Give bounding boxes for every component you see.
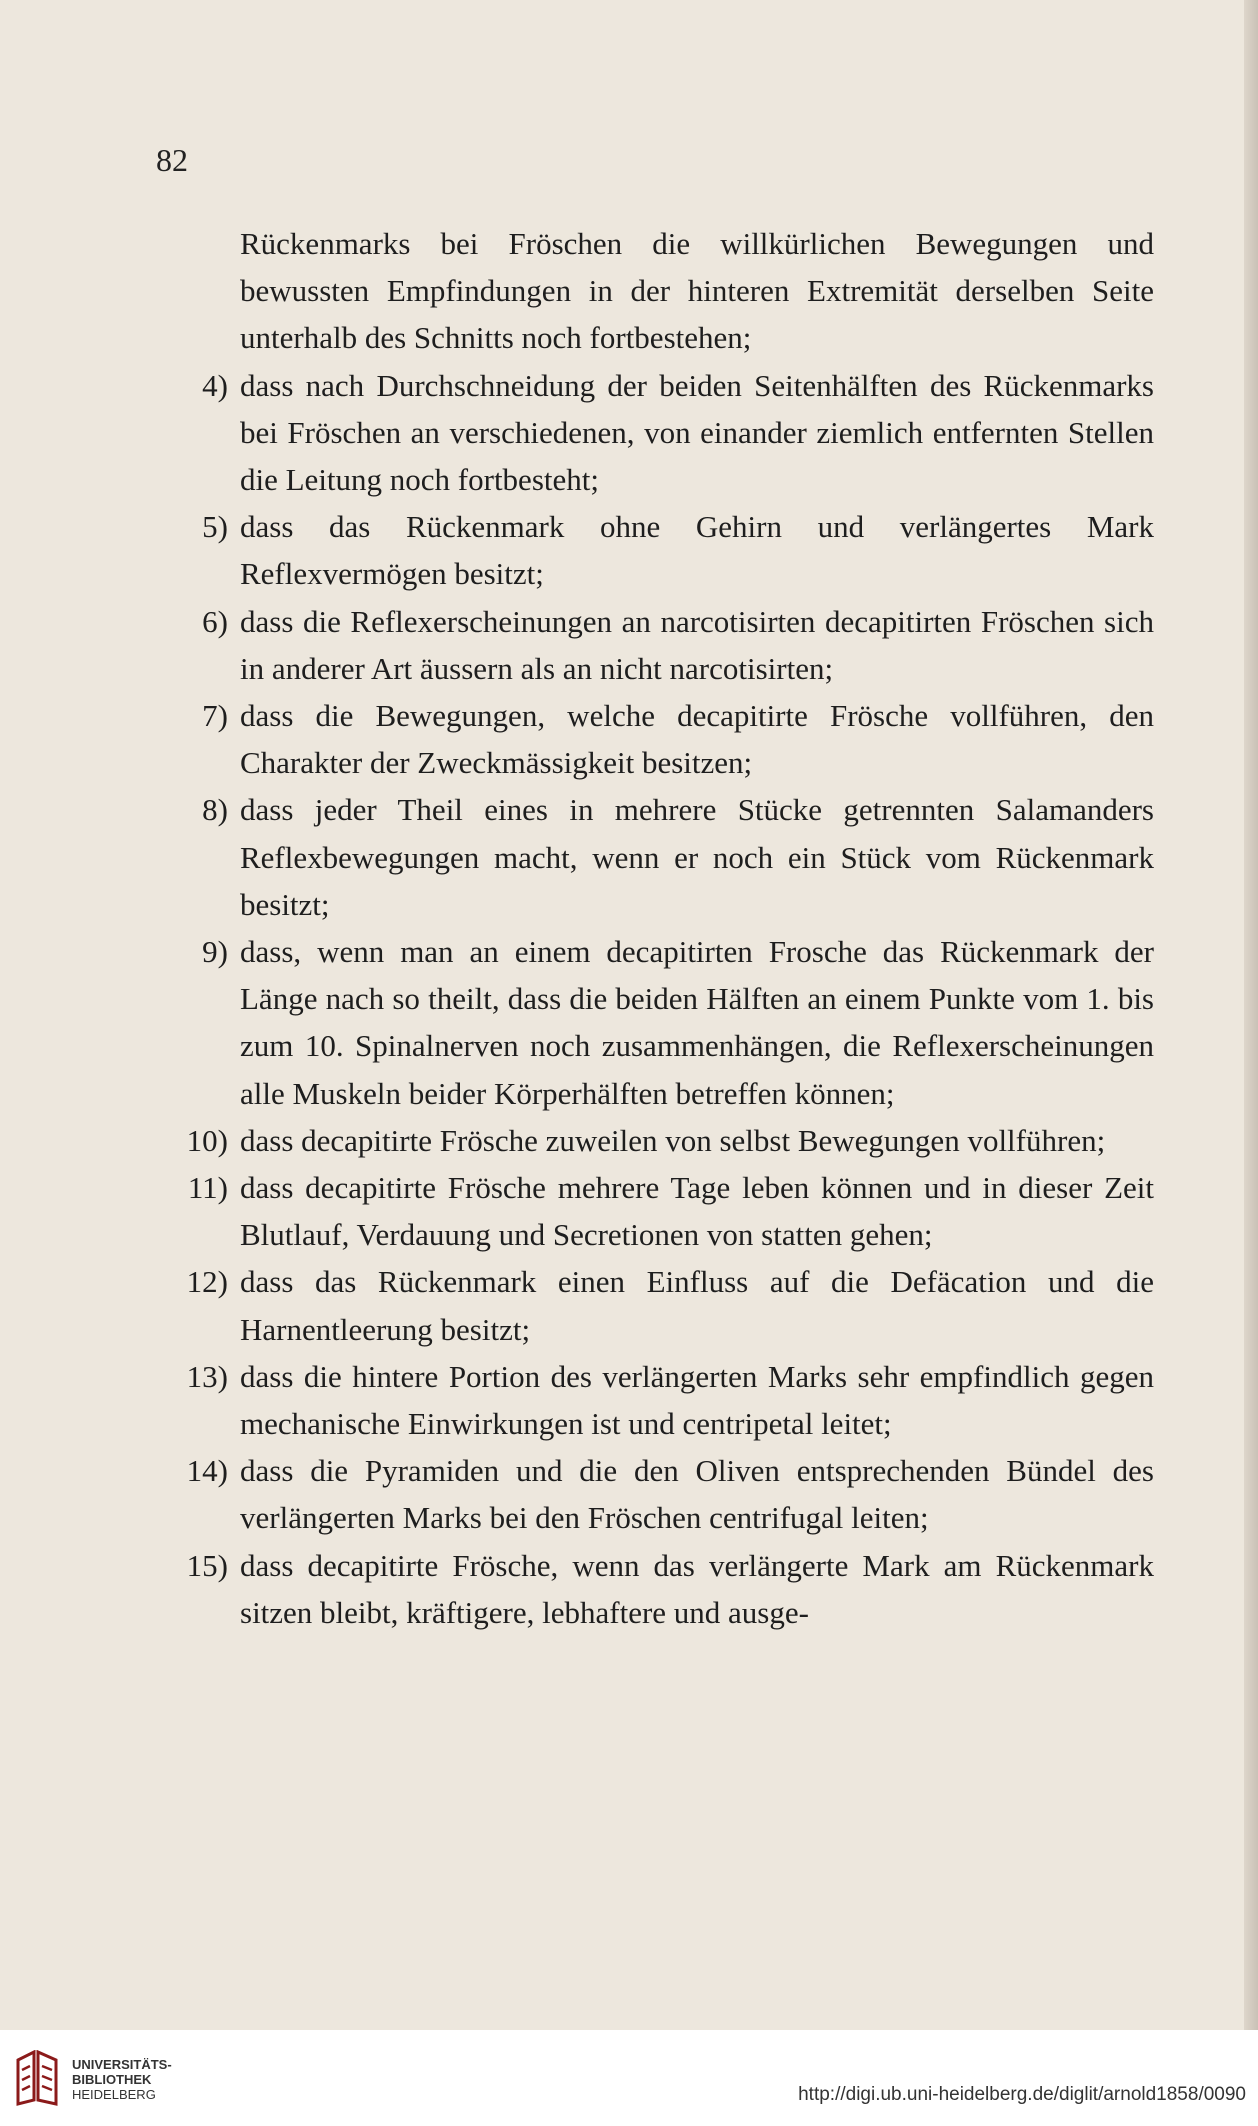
university-library-logo-icon (12, 2050, 62, 2106)
item-text: dass die hintere Portion des verlängerten Marks sehr empfindlich gegen mechanische Einwirkungen ist und centripetal leitet; (240, 1358, 1154, 1442)
item-text: dass decapitirte Frösche, wenn das verlängerte Mark am Rückenmark sitzen bleibt, kräftigere, lebhaftere und ausge- (240, 1547, 1154, 1630)
item-text: dass das Rückenmark einen Einfluss auf die Defäcation und die Harnentleerung besitzt; (240, 1264, 1154, 1347)
library-name-line1: UNIVERSITÄTS- (72, 2057, 172, 2072)
item-text: dass die Reflexerscheinungen an narcotisirten decapitirten Fröschen sich in anderer Art äussern als an nicht narcotisirten; (240, 603, 1154, 686)
item-text: dass decapitirte Frösche zuweilen von selbst Bewegungen vollführen; (240, 1122, 1106, 1158)
intro-paragraph (168, 220, 1168, 362)
list-item (168, 1542, 1168, 1636)
item-text: dass das Rückenmark ohne Gehirn und verlängertes Mark Reflexvermögen besitzt; (240, 509, 1154, 592)
item-number-empty (168, 220, 240, 362)
library-name-line3: HEIDELBERG (72, 2087, 156, 2102)
item-text: dass, wenn man an einem decapitirten Frosche das Rückenmark der Länge nach so theilt, dass die beiden Hälften an einem Punkte vom 1. bis zum 10. Spinalnerven noch zusammenhängen, die Reflexerscheinungen alle Muskeln beider Körperhälften betreffen können; (240, 934, 1154, 1111)
source-url[interactable]: http://digi.ub.uni-heidelberg.de/diglit/arnold1858/0090 (798, 2084, 1246, 2105)
item-text: dass die Bewegungen, welche decapitirte Frösche vollführen, den Charakter der Zweckmässigkeit besitzen; (240, 698, 1154, 781)
text-block (168, 220, 1168, 1636)
item-number: 12) (186, 1264, 228, 1300)
item-number: 10) (186, 1122, 228, 1158)
item-number: 13) (186, 1358, 228, 1394)
list-item (168, 1117, 1168, 1164)
list-item (168, 928, 1168, 1117)
footer-bar (0, 2030, 1258, 2126)
list-item (168, 1164, 1168, 1258)
item-number: 6) (202, 603, 228, 639)
library-name-line2: BIBLIOTHEK (72, 2072, 152, 2087)
item-text: dass decapitirte Frösche mehrere Tage leben können und in dieser Zeit Blutlauf, Verdauung und Secretionen von statten gehen; (240, 1170, 1154, 1253)
list-item (168, 692, 1168, 786)
item-text: dass nach Durchschneidung der beiden Seitenhälften des Rückenmarks bei Fröschen an verschiedenen, von einander ziemlich entfernten Stellen die Leitung noch fortbesteht; (240, 367, 1154, 498)
list-item (168, 1353, 1168, 1447)
item-text: dass jeder Theil eines in mehrere Stücke getrennten Salamanders Reflexbewegungen macht, wenn er noch ein Stück vom Rückenmark besitzt; (240, 792, 1154, 922)
item-text: dass die Pyramiden und die den Oliven entsprechenden Bündel des verlängerten Marks bei den Fröschen centrifugal leiten; (240, 1453, 1154, 1536)
list-item (168, 362, 1168, 504)
list-item (168, 503, 1168, 597)
item-number: 8) (202, 792, 228, 828)
list-item (168, 786, 1168, 928)
intro-text: Rückenmarks bei Fröschen die willkürlichen Bewegungen und bewussten Empfindungen in der hinteren Extremität derselben Seite unterhalb des Schnitts noch fortbestehen; (240, 226, 1154, 356)
library-name (72, 2057, 172, 2102)
item-number: 15) (186, 1547, 228, 1583)
item-number: 5) (202, 509, 228, 545)
list-item (168, 1447, 1168, 1541)
list-item (168, 598, 1168, 692)
item-number: 4) (202, 367, 228, 403)
item-number: 11) (187, 1170, 228, 1206)
item-number: 9) (202, 934, 228, 970)
page-number: 82 (156, 142, 188, 178)
list-item (168, 1258, 1168, 1352)
item-number: 14) (186, 1453, 228, 1489)
item-number: 7) (202, 698, 228, 734)
page-edge (1244, 0, 1258, 2030)
